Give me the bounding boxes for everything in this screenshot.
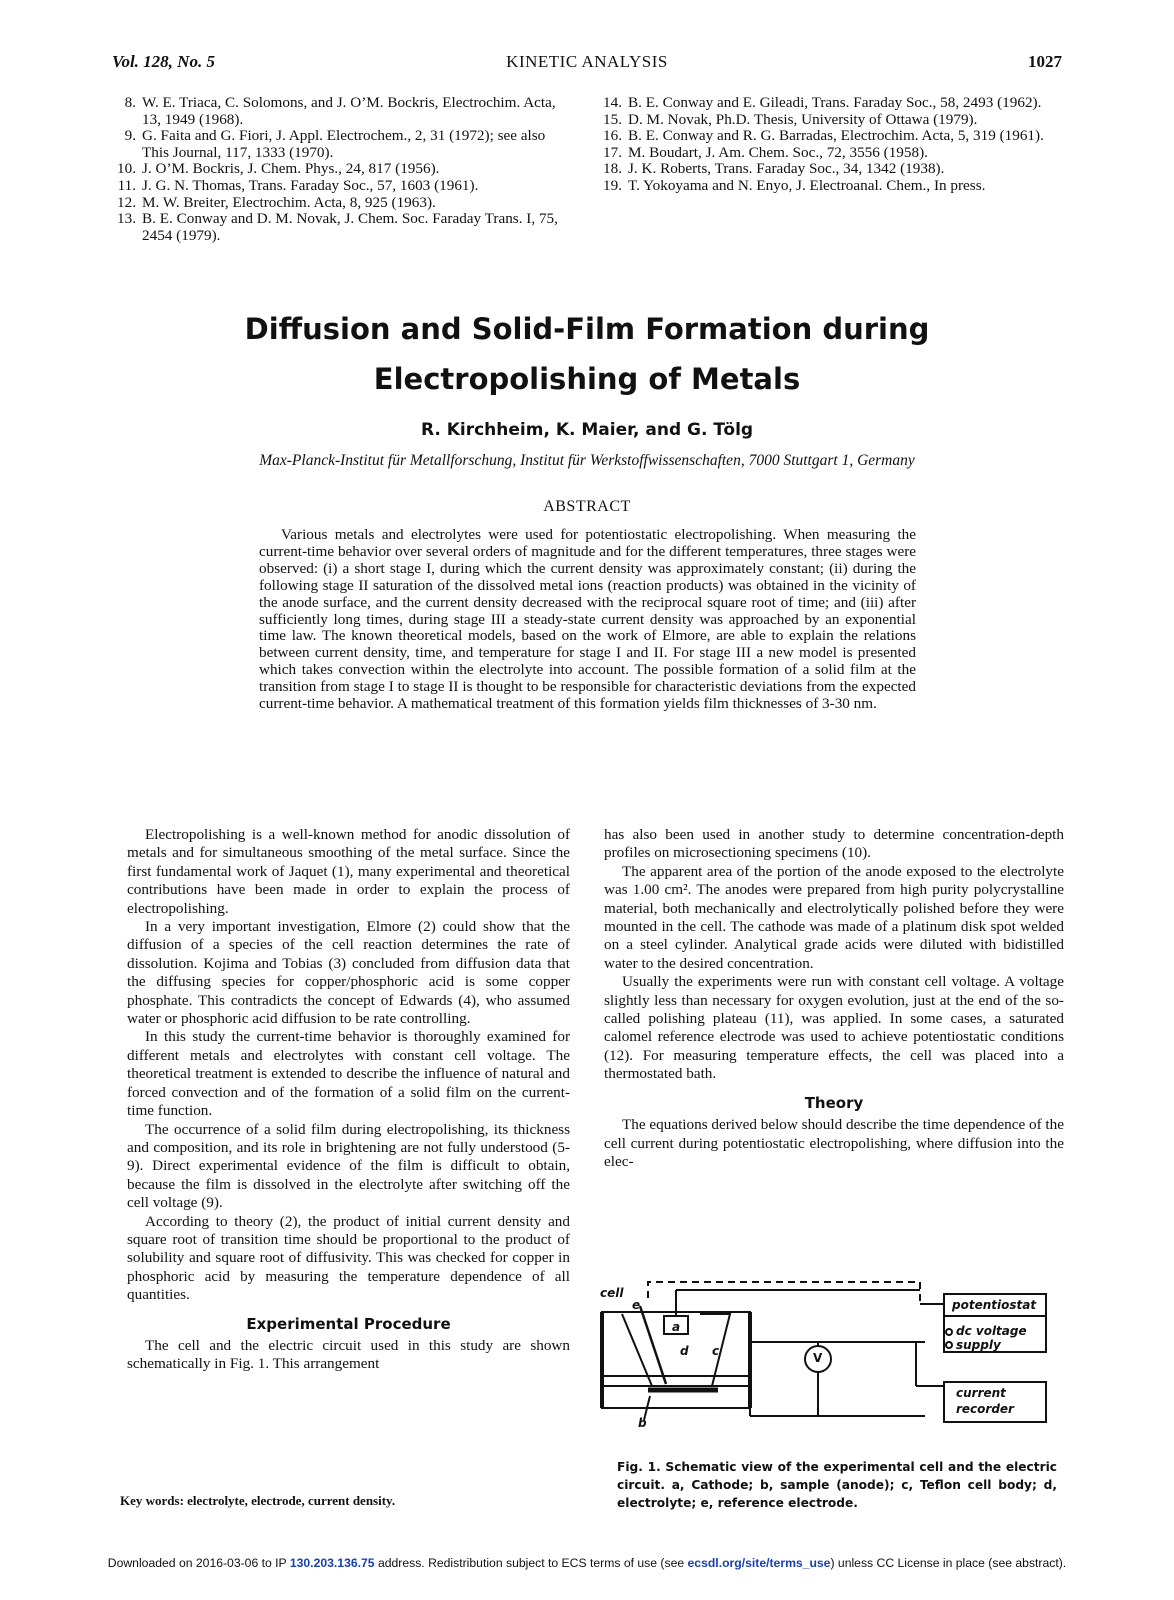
reference-item [112, 128, 570, 161]
label-a: a [672, 1320, 681, 1334]
reference-text: M. W. Breiter, Electrochim. Acta, 8, 925 (1963). [142, 193, 436, 211]
body-paragraph: In a very important investigation, Elmore (2) could show that the diffusion of a species of the cell reaction determines the rate of dissolution. Kojima and Tobias (3) concluded from diffusion data that the diffusing species for copper/phosphoric acid is some copper phosphate. This contradicts the concept of Edwards (4), who assumed water or phosphoric acid diffusion to be rate controlling. [127, 918, 570, 1028]
label-potentiostat: potentiostat [952, 1298, 1037, 1312]
reference-text: J. O’M. Bockris, J. Chem. Phys., 24, 817 (1956). [142, 160, 440, 178]
footer-suffix: ) unless CC License in place (see abstract). [830, 1556, 1067, 1570]
reference-number: 11. [117, 176, 136, 194]
running-header [112, 52, 1062, 76]
reference-item [598, 145, 1068, 162]
body-paragraph: The apparent area of the portion of the anode exposed to the electrolyte was 1.00 cm². The anodes were prepared from high purity polycrystalline material, both mechanically and electrolytically polished before they were mounted in the cell. The cathode was made of a platinum disk spot welded on a steel cylinder. Analytical grade acids were diluted with bidistilled water to the desired concentration. [604, 862, 1064, 972]
authors: R. Kirchheim, K. Maier, and G. Tölg [420, 420, 754, 440]
reference-text: B. E. Conway and E. Gileadi, Trans. Faraday Soc., 58, 2493 (1962). [628, 94, 1042, 111]
label-voltmeter: V [813, 1351, 823, 1365]
label-recorder: recorder [956, 1402, 1014, 1416]
article-title [0, 304, 1174, 404]
reference-text: G. Faita and G. Fiori, J. Appl. Electrochem., 2, 31 (1972); see also This Journal, 117, 1333 (1970). [142, 127, 546, 161]
reference-item [112, 95, 570, 128]
body-paragraph: The equations derived below should describe the time dependence of the cell current during potentiostatic electropolishing, where diffusion into the elec- [604, 1116, 1064, 1170]
reference-number: 14. [603, 94, 622, 111]
reference-text: W. E. Triaca, C. Solomons, and J. O’M. Bockris, Electrochim. Acta, 13, 1949 (1968). [142, 94, 556, 128]
page-number: 1027 [1028, 52, 1062, 71]
body-right-column [604, 826, 1064, 1171]
download-footer [0, 1556, 1174, 1570]
section-heading-theory: Theory [804, 1093, 864, 1112]
reference-text: J. G. N. Thomas, Trans. Faraday Soc., 57, 1603 (1961). [142, 176, 479, 194]
reference-number: 9. [124, 127, 136, 145]
body-paragraph: has also been used in another study to determine concentration-depth profiles on microsectioning specimens (10). [604, 826, 1064, 862]
body-paragraph: Usually the experiments were run with constant cell voltage. A voltage slightly less than necessary for oxygen evolution, just at the end of the so-called polishing plateau (11), was applied. In some cases, a saturated calomel reference electrode was used to achieve potentiostatic conditions (12). For measuring temperature effects, the cell was placed into a thermostated bath. [604, 973, 1064, 1083]
label-d: d [680, 1344, 689, 1358]
reference-text: D. M. Novak, Ph.D. Thesis, University of Ottawa (1979). [628, 110, 978, 128]
footer-ip-link[interactable]: 130.203.136.75 [289, 1556, 375, 1570]
reference-number: 18. [603, 160, 622, 178]
section-heading-experimental: Experimental Procedure [246, 1314, 451, 1333]
reference-electrode [640, 1306, 666, 1384]
reference-text: T. Yokoyama and N. Enyo, J. Electroanal. Chem., In press. [628, 176, 986, 194]
reference-text: B. E. Conway and D. M. Novak, J. Chem. Soc. Faraday Trans. I, 75, 2454 (1979). [142, 210, 558, 244]
body-paragraph: Electropolishing is a well-known method for anodic dissolution of metals and for simultaneous smoothing of the metal surface. Since the first fundamental work of Jaquet (1), many experimental and theoretical contributions have been made in order to explain the process of electropolishing. [127, 826, 570, 917]
reference-item [112, 211, 570, 244]
body-paragraph: The cell and the electric circuit used in this study are shown schematically in Fig. 1. This arrangement [127, 1336, 570, 1373]
footer-middle: address. Redistribution subject to ECS terms of use (see [374, 1556, 688, 1570]
keywords: Key words: electrolyte, electrode, current density. [120, 1493, 396, 1508]
label-dc-voltage: dc voltage [956, 1324, 1027, 1338]
references-right-column [598, 95, 1068, 195]
reference-lead-wire [648, 1282, 920, 1304]
reference-number: 12. [117, 193, 136, 211]
label-b: b [638, 1416, 647, 1430]
reference-number: 19. [603, 176, 622, 194]
footer-prefix: Downloaded on 2016-03-06 to IP [107, 1556, 290, 1570]
reference-item [598, 161, 1068, 178]
figure-1-schematic [600, 1276, 1056, 1446]
reference-item [598, 128, 1068, 145]
label-c: c [712, 1344, 720, 1358]
label-current: current [956, 1386, 1006, 1400]
reference-number: 10. [117, 160, 136, 178]
reference-text: J. K. Roberts, Trans. Faraday Soc., 34, 1342 (1938). [628, 160, 945, 178]
reference-item [112, 195, 570, 212]
reference-item [112, 161, 570, 178]
label-supply: supply [956, 1338, 1001, 1352]
body-paragraph: The occurrence of a solid film during electropolishing, its thickness and composition, and its role in brightening are not fully understood (5-9). Direct experimental evidence of the film is difficult to obtain, because the film is dissolved in the electrolyte after switching off the cell voltage (9). [127, 1120, 570, 1212]
label-e: e [632, 1298, 641, 1312]
references-left-column [112, 95, 570, 244]
reference-item [598, 178, 1068, 195]
label-cell: cell [600, 1286, 624, 1300]
affiliation: Max-Planck-Institut für Metallforschung, Institut für Werkstoffwissenschaften, 7000 Stuttgart 1, Germany [259, 452, 915, 469]
reference-text: M. Boudart, J. Am. Chem. Soc., 72, 3556 (1958). [628, 143, 928, 161]
figure-1-caption: Fig. 1. Schematic view of the experimental cell and the electric circuit. a, Cathode; b, sample (anode); c, Teflon cell body; d, electrolyte; e, reference electrode. [617, 1460, 1057, 1510]
volume-issue: Vol. 128, No. 5 [112, 52, 215, 71]
reference-number: 16. [603, 127, 622, 145]
reference-text: B. E. Conway and R. G. Barradas, Electrochim. Acta, 5, 319 (1961). [628, 127, 1044, 145]
reference-item [598, 112, 1068, 129]
article-title-line-1: Diffusion and Solid-Film Formation during [244, 312, 930, 346]
body-paragraph: According to theory (2), the product of initial current density and square root of transition time should be proportional to the product of solubility and square root of diffusivity. This was checked for copper in phosphoric acid by measuring the temperature dependence of all quantities. [127, 1212, 570, 1304]
footer-terms-link[interactable]: ecsdl.org/site/terms_use [687, 1556, 831, 1570]
body-paragraph: In this study the current-time behavior is thoroughly examined for different metals and electrolytes with constant cell voltage. The theoretical treatment is extended to describe the influence of natural and forced convection and of the formation of a solid film on the current-time function. [127, 1028, 570, 1120]
abstract-heading: ABSTRACT [543, 498, 631, 515]
reference-number: 8. [124, 94, 136, 111]
reference-item [112, 178, 570, 195]
reference-number: 17. [603, 143, 622, 161]
abstract-text: Various metals and electrolytes were used for potentiostatic electropolishing. When measuring the current-time behavior over several orders of magnitude and for the different temperatures, three stages were observed: (i) a short stage I, during which the current density was approximately constant; (ii) during the following stage II saturation of the dissolved metal ions (reaction products) was obtained in the vicinity of the anode surface, and the current density decreased with the reciprocal square root of time; and (iii) after sufficiently long times, during stage III a steady-state current density was approached by an exponential time law. The known theoretical models, based on the work of Elmore, are able to explain the relations between current density, time, and temperature for stage I and II. For stage III a new model is presented which takes convection within the electrolyte into account. The possible formation of a solid film at the transition from stage I to stage II is thought to be responsible for characteristic deviations from the expected current-time behavior. A mathematical treatment of this formation yields film thicknesses of 3-30 nm. [259, 526, 916, 713]
article-title-line-2: Electropolishing of Metals [373, 362, 801, 396]
reference-number: 13. [117, 210, 136, 228]
body-left-column [127, 826, 570, 1374]
reference-number: 15. [603, 110, 622, 128]
reference-item [598, 95, 1068, 112]
running-title: KINETIC ANALYSIS [506, 52, 668, 71]
